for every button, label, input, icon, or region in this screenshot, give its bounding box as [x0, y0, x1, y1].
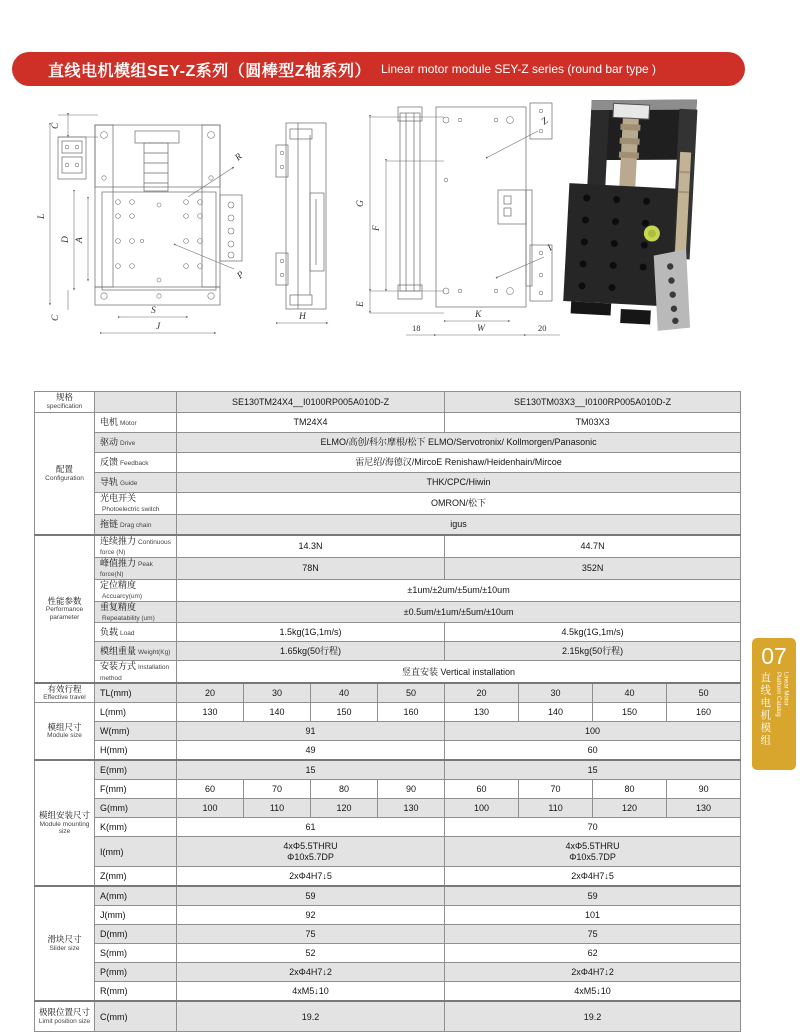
- row-e: [35, 760, 741, 780]
- rear-view-drawing: [348, 95, 568, 347]
- technical-drawings: [30, 95, 770, 353]
- row-r: [35, 982, 741, 1002]
- param-w: [95, 722, 177, 741]
- param-en: Weight(Kg): [138, 649, 171, 657]
- group-label-en: Performance parameter: [45, 606, 84, 621]
- row-k: [35, 818, 741, 837]
- group-mount: [35, 760, 95, 886]
- value-cell: 160: [667, 703, 741, 722]
- product-photo: [556, 95, 731, 330]
- value-cell: 75: [177, 925, 445, 944]
- value-cell: 100: [445, 722, 741, 741]
- row-s: [35, 944, 741, 963]
- dim-label: H: [299, 312, 306, 322]
- value-cell: 110: [519, 799, 593, 818]
- param-d: [95, 925, 177, 944]
- row-dragchain: [35, 514, 741, 535]
- param-cn: C(mm): [100, 1011, 128, 1022]
- side-view-drawing: [266, 95, 344, 343]
- value-cell: 2xΦ4H7↓5: [445, 867, 741, 887]
- param-cn: 定位精度: [100, 579, 137, 590]
- param-cn: Z(mm): [100, 871, 127, 882]
- value-cell: ±0.5um/±1um/±5um/±10um: [177, 601, 741, 623]
- dim-label: L: [37, 213, 47, 219]
- value-cell: 15: [445, 760, 741, 780]
- value-cell: 52: [177, 944, 445, 963]
- chapter-title-en: [773, 672, 788, 747]
- value-cell: 120: [311, 799, 378, 818]
- group-label-cn: 规格: [55, 392, 73, 403]
- row-a: [35, 886, 741, 906]
- row-d: [35, 925, 741, 944]
- chapter-tab-text: [752, 672, 796, 747]
- value-cell: 130: [177, 703, 244, 722]
- value-cell: 19.2: [177, 1001, 445, 1032]
- dim-label: E: [356, 301, 366, 307]
- param-cn: J(mm): [100, 910, 126, 921]
- value-cell: 30: [244, 683, 311, 703]
- value-cell: 30: [519, 683, 593, 703]
- param-en: Peak force(N): [100, 560, 153, 579]
- value-cell: 59: [177, 886, 445, 906]
- value-cell: 130: [378, 799, 445, 818]
- value-cell: 140: [519, 703, 593, 722]
- value-cell: 90: [667, 780, 741, 799]
- param-install: [95, 661, 177, 683]
- group-label-cn: 模组安装尺寸: [38, 809, 90, 820]
- value-cell: 78N: [177, 557, 445, 579]
- row-j: [35, 906, 741, 925]
- value-cell: 80: [311, 780, 378, 799]
- value-cell: 40: [593, 683, 667, 703]
- param-a: [95, 886, 177, 906]
- value-line: 4xΦ5.5THRU: [565, 841, 620, 852]
- param-dragchain: [95, 514, 177, 535]
- param-k: [95, 818, 177, 837]
- value-cell: 竖直安装 Vertical installation: [177, 661, 741, 683]
- param-load: [95, 623, 177, 642]
- param-cn: I(mm): [100, 846, 124, 857]
- param-cn: K(mm): [100, 822, 127, 833]
- param-en: Motor: [120, 420, 137, 428]
- group-label-cn: 有效行程: [47, 683, 82, 694]
- value-cell: 2xΦ4H7↓2: [445, 963, 741, 982]
- param-contforce: [95, 535, 177, 557]
- dim-label: C: [51, 314, 61, 321]
- param-cn: L(mm): [100, 707, 126, 718]
- group-config: [35, 413, 95, 535]
- value-cell: 91: [177, 722, 445, 741]
- model-name-right: SE130TM03X3__I0100RP005A010D-Z: [445, 392, 741, 413]
- group-label-cn: 模组尺寸: [47, 721, 82, 732]
- value-cell: 130: [445, 703, 519, 722]
- value-cell: 15: [177, 760, 445, 780]
- value-cell: 80: [593, 780, 667, 799]
- param-en: Drag chain: [120, 522, 152, 530]
- value-cell: 120: [593, 799, 667, 818]
- param-p: [95, 963, 177, 982]
- value-cell: [177, 837, 445, 867]
- row-drive: [35, 433, 741, 453]
- value-cell: 49: [177, 741, 445, 761]
- page-title-en: Linear motor module SEY-Z series (round bar type ): [381, 62, 657, 76]
- row-peakforce: [35, 557, 741, 579]
- value-cell: THK/CPC/Hiwin: [177, 473, 741, 493]
- value-cell: TM03X3: [445, 413, 741, 433]
- row-photoswitch: [35, 493, 741, 515]
- row-accuracy: [35, 579, 741, 601]
- chapter-title-en-line2: Platform Catalog: [774, 672, 781, 717]
- value-cell: 2xΦ4H7↓2: [177, 963, 445, 982]
- value-cell: 60: [445, 741, 741, 761]
- value-cell: 50: [378, 683, 445, 703]
- value-cell: [445, 837, 741, 867]
- value-cell: 40: [311, 683, 378, 703]
- param-r: [95, 982, 177, 1002]
- group-label-en: Module mounting size: [39, 820, 90, 836]
- value-cell: 60: [445, 780, 519, 799]
- param-h: [95, 741, 177, 761]
- param-motor: [95, 413, 177, 433]
- dim-label: R: [233, 151, 245, 164]
- dim-label: Z: [539, 116, 551, 128]
- value-cell: 4.5kg(1G,1m/s): [445, 623, 741, 642]
- group-label-cn: 性能参数: [47, 595, 82, 606]
- value-cell: 4xM5↓10: [445, 982, 741, 1002]
- group-perf: [35, 535, 95, 683]
- param-cn: TL(mm): [100, 688, 132, 699]
- value-cell: 雷尼绍/海德汉/MircoE Renishaw/Heidenhain/Mircoe: [177, 453, 741, 473]
- param-cn: 光电开关: [100, 493, 137, 503]
- row-install: [35, 661, 741, 683]
- param-z: [95, 867, 177, 887]
- value-cell: 140: [244, 703, 311, 722]
- value-cell: 70: [519, 780, 593, 799]
- param-cn: W(mm): [100, 726, 130, 737]
- value-cell: 20: [177, 683, 244, 703]
- value-cell: 70: [244, 780, 311, 799]
- param-cn: 电机: [100, 417, 119, 428]
- value-cell: 50: [667, 683, 741, 703]
- param-cn: R(mm): [100, 986, 128, 997]
- param-cn: 反馈: [100, 457, 119, 468]
- param-en: Load: [120, 630, 135, 638]
- value-cell: ±1um/±2um/±5um/±10um: [177, 579, 741, 601]
- value-cell: 130: [667, 799, 741, 818]
- dim-label: D: [61, 236, 71, 243]
- group-slider: [35, 886, 95, 1001]
- param-feedback: [95, 453, 177, 473]
- group-label-en: Effective travel: [43, 694, 86, 702]
- row-feedback: [35, 453, 741, 473]
- param-i: [95, 837, 177, 867]
- value-cell: 20: [445, 683, 519, 703]
- value-cell: ELMO/高创/科尔摩根/松下 ELMO/Servotronix/ Kollmorgen/Panasonic: [177, 433, 741, 453]
- value-cell: 14.3N: [177, 535, 445, 557]
- model-header-spacer: [95, 392, 177, 413]
- row-i: [35, 837, 741, 867]
- row-f: [35, 780, 741, 799]
- row-contforce: [35, 535, 741, 557]
- param-cn: D(mm): [100, 929, 128, 940]
- row-p: [35, 963, 741, 982]
- value-cell: 2.15kg(50行程): [445, 642, 741, 661]
- row-z: [35, 867, 741, 887]
- row-w: [35, 722, 741, 741]
- param-cn: 拖链: [100, 519, 119, 530]
- param-cn: S(mm): [100, 948, 127, 959]
- value-cell: 100: [445, 799, 519, 818]
- value-cell: 90: [378, 780, 445, 799]
- param-l: [95, 703, 177, 722]
- param-cn: 峰值推力: [100, 557, 137, 568]
- chapter-tab: [752, 638, 796, 770]
- row-load: [35, 623, 741, 642]
- param-weight: [95, 642, 177, 661]
- param-cn: 驱动: [100, 437, 119, 448]
- chapter-title-en-line1: Linear Motor: [782, 672, 789, 706]
- value-line: Φ10x5.7DP: [287, 851, 334, 862]
- dim-label: F: [372, 225, 382, 231]
- row-motor: [35, 413, 741, 433]
- param-drive: [95, 433, 177, 453]
- dim-label: 18: [412, 323, 421, 333]
- group-label-cn: 极限位置尺寸: [38, 1007, 90, 1018]
- value-cell: 19.2: [445, 1001, 741, 1032]
- value-cell: 59: [445, 886, 741, 906]
- param-en: Feedback: [120, 460, 149, 468]
- value-cell: 1.65kg(50行程): [177, 642, 445, 661]
- param-en: Accuarcy(um): [102, 593, 143, 601]
- param-en: Continuous force (N): [100, 538, 171, 557]
- param-e: [95, 760, 177, 780]
- value-cell: 352N: [445, 557, 741, 579]
- value-cell: 60: [177, 780, 244, 799]
- group-label-en: Slider size: [49, 944, 80, 952]
- dim-label: A: [75, 237, 85, 243]
- dim-label: P: [235, 269, 247, 282]
- param-cn: F(mm): [100, 784, 127, 795]
- value-cell: TM24X4: [177, 413, 445, 433]
- group-label-cn: 滑块尺寸: [47, 934, 82, 945]
- value-cell: 150: [311, 703, 378, 722]
- value-cell: 100: [177, 799, 244, 818]
- value-line: Φ10x5.7DP: [569, 851, 616, 862]
- param-g: [95, 799, 177, 818]
- value-cell: 4xM5↓10: [177, 982, 445, 1002]
- param-cn: G(mm): [100, 803, 128, 814]
- value-cell: 110: [244, 799, 311, 818]
- param-s: [95, 944, 177, 963]
- value-cell: igus: [177, 514, 741, 535]
- value-cell: 62: [445, 944, 741, 963]
- row-g: [35, 799, 741, 818]
- param-en: Drive: [120, 440, 136, 448]
- front-view-drawing: [38, 95, 256, 343]
- title-banner: [12, 52, 745, 86]
- dim-label: C: [51, 122, 61, 129]
- dim-label: 20: [538, 323, 547, 333]
- dim-label: K: [475, 310, 482, 320]
- param-cn: 连续推力: [100, 535, 137, 546]
- dim-label: G: [356, 200, 366, 207]
- dim-label: J: [156, 322, 161, 332]
- param-en: Repeatability (um): [102, 614, 155, 622]
- row-tl: [35, 683, 741, 703]
- row-repeat: [35, 601, 741, 623]
- param-cn: H(mm): [100, 745, 128, 756]
- group-spec: [35, 392, 95, 413]
- value-cell: OMRON/松下: [177, 493, 741, 515]
- value-cell: 75: [445, 925, 741, 944]
- param-cn: A(mm): [100, 891, 127, 902]
- value-cell: 101: [445, 906, 741, 925]
- dim-label: S: [151, 306, 156, 316]
- value-cell: 70: [445, 818, 741, 837]
- row-weight: [35, 642, 741, 661]
- group-label-cn: 配置: [55, 463, 73, 474]
- param-peakforce: [95, 557, 177, 579]
- param-cn: 安装方式: [100, 661, 137, 672]
- group-label-en: Limit position size: [38, 1017, 91, 1025]
- value-cell: 2xΦ4H7↓5: [177, 867, 445, 887]
- param-tl: [95, 683, 177, 703]
- row-l: [35, 703, 741, 722]
- param-cn: 重复精度: [100, 601, 137, 612]
- param-c: [95, 1001, 177, 1032]
- spec-table: [34, 391, 741, 1032]
- param-cn: 模组重量: [100, 646, 137, 657]
- value-cell: 92: [177, 906, 445, 925]
- value-cell: 44.7N: [445, 535, 741, 557]
- row-h: [35, 741, 741, 761]
- param-cn: 负载: [100, 627, 119, 638]
- dim-label: I: [545, 243, 555, 254]
- param-f: [95, 780, 177, 799]
- model-name-left: SE130TM24X4__I0100RP005A010D-Z: [177, 392, 445, 413]
- param-en: Installation method: [100, 664, 170, 682]
- param-photoswitch: [95, 493, 177, 515]
- model-header-row: [35, 392, 741, 413]
- value-line: 4xΦ5.5THRU: [283, 841, 338, 852]
- chapter-title-cn: 直线电机模组: [759, 672, 772, 747]
- value-cell: 61: [177, 818, 445, 837]
- chapter-number: 07: [761, 643, 787, 669]
- row-c: [35, 1001, 741, 1032]
- dim-label: W: [477, 324, 485, 334]
- value-cell: 150: [593, 703, 667, 722]
- group-modsize: [35, 703, 95, 761]
- param-cn: 导轨: [100, 477, 119, 488]
- param-guide: [95, 473, 177, 493]
- param-en: Guide: [120, 480, 138, 488]
- value-cell: 160: [378, 703, 445, 722]
- group-label-en: specification: [46, 403, 83, 411]
- param-accuracy: [95, 579, 177, 601]
- param-repeat: [95, 601, 177, 623]
- group-label-en: Configuration: [45, 474, 84, 482]
- value-cell: 1.5kg(1G,1m/s): [177, 623, 445, 642]
- group-travel: [35, 683, 95, 703]
- param-cn: E(mm): [100, 765, 127, 776]
- param-j: [95, 906, 177, 925]
- group-limit: [35, 1001, 95, 1032]
- page-title-cn: 直线电机模组SEY-Z系列（圆棒型Z轴系列）: [48, 62, 372, 80]
- group-label-en: Module size: [47, 732, 82, 740]
- param-cn: P(mm): [100, 967, 127, 978]
- param-en: Photoelectric switch: [102, 506, 160, 514]
- row-guide: [35, 473, 741, 493]
